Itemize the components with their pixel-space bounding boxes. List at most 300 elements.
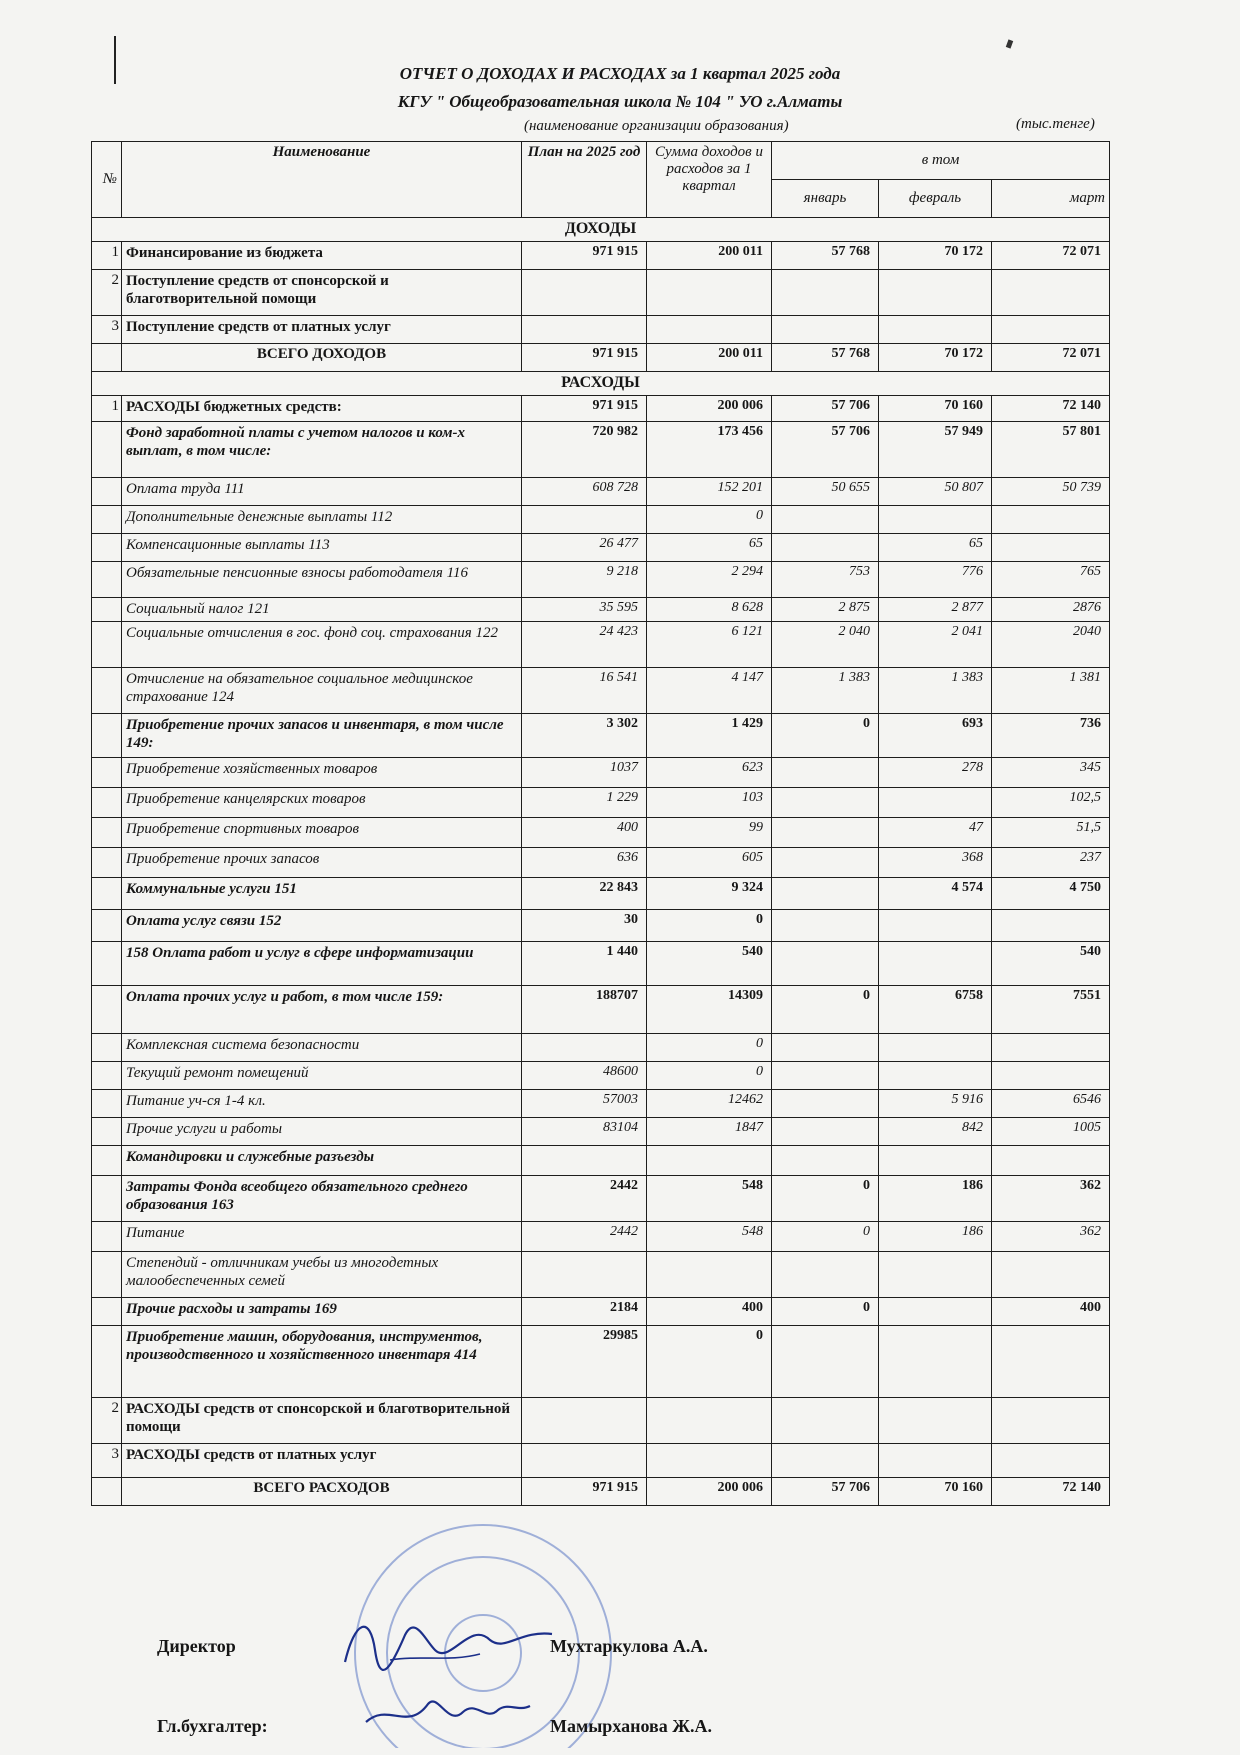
row-label: Комплексная система безопасности [122,1034,522,1062]
cell-mar: 72 140 [992,1478,1110,1506]
cell-sum: 6 121 [647,622,772,668]
cell-jan: 57 706 [772,396,879,422]
table-row [92,878,1110,910]
table-row [92,668,1110,714]
cell-mar [992,1252,1110,1298]
table-row [92,242,1110,270]
cell-plan: 608 728 [522,478,647,506]
accountant-title: Гл.бухгалтер: [157,1716,268,1736]
cell-feb: 70 172 [879,344,992,372]
table-row [92,562,1110,598]
cell-feb [879,506,992,534]
col-jan-header: январь [772,180,879,218]
cell-jan [772,1034,879,1062]
cell-mar: 362 [992,1176,1110,1222]
row-label: Приобретение хозяйственных товаров [122,758,522,788]
cell-mar [992,1146,1110,1176]
cell-mar: 57 801 [992,422,1110,478]
row-number: 1 [92,242,122,270]
cell-mar: 72 071 [992,242,1110,270]
row-label: Дополнительные денежные выплаты 112 [122,506,522,534]
table-row [92,758,1110,788]
cell-sum: 200 011 [647,344,772,372]
cell-feb: 47 [879,818,992,848]
cell-jan: 0 [772,986,879,1034]
cell-jan [772,1444,879,1478]
cell-jan [772,1118,879,1146]
row-label: РАСХОДЫ бюджетных средств: [122,396,522,422]
cell-feb [879,1146,992,1176]
cell-plan: 2442 [522,1176,647,1222]
cell-mar: 1 381 [992,668,1110,714]
table-row [92,534,1110,562]
table-row [92,1252,1110,1298]
row-number [92,506,122,534]
report-title: ОТЧЕТ О ДОХОДАХ И РАСХОДАХ за 1 квартал 2025 года [399,64,841,83]
total-label: ВСЕГО ДОХОДОВ [122,344,522,372]
accountant-name: Мамырханова Ж.А. [550,1716,713,1736]
cell-feb [879,1326,992,1398]
row-number [92,344,122,372]
section-title: ДОХОДЫ [92,218,1110,242]
row-label: Финансирование из бюджета [122,242,522,270]
cell-plan: 1 440 [522,942,647,986]
cell-mar: 4 750 [992,878,1110,910]
cell-sum: 0 [647,1034,772,1062]
cell-feb: 368 [879,848,992,878]
row-label: Обязательные пенсионные взносы работодателя 116 [122,562,522,598]
row-label: Отчисление на обязательное социальное медицинское страхование 124 [122,668,522,714]
cell-plan [522,1444,647,1478]
cell-feb [879,270,992,316]
cell-feb [879,1034,992,1062]
cell-feb [879,1444,992,1478]
row-number [92,1090,122,1118]
cell-plan [522,1034,647,1062]
table-row [92,848,1110,878]
row-label: Прочие услуги и работы [122,1118,522,1146]
cell-plan: 400 [522,818,647,848]
section-row [92,372,1110,396]
cell-jan [772,270,879,316]
row-label: Приобретение прочих запасов и инвентаря, в том числе 149: [122,714,522,758]
row-label: Компенсационные выплаты 113 [122,534,522,562]
cell-jan: 1 383 [772,668,879,714]
cell-sum: 173 456 [647,422,772,478]
cell-sum: 548 [647,1222,772,1252]
row-label: Прочие расходы и затраты 169 [122,1298,522,1326]
cell-sum: 200 011 [647,242,772,270]
table-row [92,942,1110,986]
cell-sum: 1847 [647,1118,772,1146]
table-row [92,1398,1110,1444]
cell-jan: 57 706 [772,422,879,478]
cell-jan: 2 875 [772,598,879,622]
cell-sum: 0 [647,1326,772,1398]
cell-jan [772,1146,879,1176]
cell-feb [879,1298,992,1326]
cell-plan: 35 595 [522,598,647,622]
cell-plan [522,1252,647,1298]
row-number [92,1176,122,1222]
cell-mar [992,1444,1110,1478]
cell-plan: 971 915 [522,1478,647,1506]
row-number [92,818,122,848]
cell-sum [647,270,772,316]
cell-jan [772,534,879,562]
table-row [92,714,1110,758]
cell-mar: 736 [992,714,1110,758]
cell-feb [879,1062,992,1090]
cell-sum: 99 [647,818,772,848]
col-mar-header: март [992,180,1110,218]
row-label: Затраты Фонда всеобщего обязательного среднего образования 163 [122,1176,522,1222]
cell-feb: 842 [879,1118,992,1146]
cell-mar: 765 [992,562,1110,598]
cell-feb [879,1252,992,1298]
section-title: РАСХОДЫ [92,372,1110,396]
cell-feb [879,316,992,344]
cell-mar: 102,5 [992,788,1110,818]
cell-jan [772,910,879,942]
section-row [92,218,1110,242]
cell-plan: 188707 [522,986,647,1034]
cell-feb: 70 160 [879,1478,992,1506]
row-number: 3 [92,316,122,344]
cell-jan [772,506,879,534]
cell-sum: 65 [647,534,772,562]
cell-plan: 1 229 [522,788,647,818]
cell-sum: 548 [647,1176,772,1222]
cell-jan: 753 [772,562,879,598]
cell-sum: 200 006 [647,1478,772,1506]
cell-plan [522,270,647,316]
cell-plan [522,1146,647,1176]
cell-jan [772,1398,879,1444]
cell-feb [879,1398,992,1444]
cell-sum: 0 [647,506,772,534]
table-row [92,1176,1110,1222]
cell-sum [647,1252,772,1298]
cell-mar [992,910,1110,942]
row-label: Приобретение прочих запасов [122,848,522,878]
table-row [92,986,1110,1034]
cell-jan: 0 [772,714,879,758]
row-number [92,1222,122,1252]
row-number [92,1298,122,1326]
row-number [92,668,122,714]
cell-plan: 26 477 [522,534,647,562]
accountant-signature [358,1682,538,1742]
cell-sum: 605 [647,848,772,878]
cell-feb: 2 877 [879,598,992,622]
cell-mar: 6546 [992,1090,1110,1118]
cell-mar [992,534,1110,562]
row-number [92,534,122,562]
cell-plan: 30 [522,910,647,942]
cell-feb: 2 041 [879,622,992,668]
cell-plan [522,316,647,344]
cell-sum: 103 [647,788,772,818]
row-number [92,758,122,788]
cell-jan: 0 [772,1298,879,1326]
cell-mar [992,1034,1110,1062]
row-number [92,422,122,478]
row-label: Фонд заработной платы с учетом налогов и ком-х выплат, в том числе: [122,422,522,478]
row-number [92,714,122,758]
table-row [92,506,1110,534]
table-row [92,598,1110,622]
cell-plan: 48600 [522,1062,647,1090]
table-row [92,1298,1110,1326]
row-label: Приобретение машин, оборудования, инструментов, производственного и хозяйственного инвентаря 414 [122,1326,522,1398]
cell-mar [992,1326,1110,1398]
cell-jan [772,316,879,344]
director-name: Мухтаркулова А.А. [550,1636,708,1656]
row-label: Командировки и служебные разъезды [122,1146,522,1176]
organization-note: (наименование организации образования) [524,118,789,134]
cell-mar: 50 739 [992,478,1110,506]
cell-mar: 362 [992,1222,1110,1252]
cell-jan [772,848,879,878]
cell-plan: 720 982 [522,422,647,478]
report-table [91,141,1110,1506]
table-row [92,396,1110,422]
cell-plan: 636 [522,848,647,878]
units-note: (тыс.тенге) [1016,116,1095,132]
cell-sum: 200 006 [647,396,772,422]
cell-jan [772,878,879,910]
cell-mar: 2876 [992,598,1110,622]
cell-feb: 70 160 [879,396,992,422]
table-row [92,478,1110,506]
cell-feb: 70 172 [879,242,992,270]
row-number [92,848,122,878]
row-label: Текущий ремонт помещений [122,1062,522,1090]
cell-jan: 57 768 [772,242,879,270]
cell-feb: 693 [879,714,992,758]
cell-feb: 776 [879,562,992,598]
row-label: РАСХОДЫ средств от платных услуг [122,1444,522,1478]
table-row [92,1444,1110,1478]
cell-sum: 0 [647,910,772,942]
row-label: Поступление средств от платных услуг [122,316,522,344]
row-number [92,986,122,1034]
row-label: Социальные отчисления в гос. фонд соц. страхования 122 [122,622,522,668]
row-number [92,942,122,986]
col-plan-header: План на 2025 год [522,142,647,218]
cell-jan [772,818,879,848]
cell-mar [992,1062,1110,1090]
cell-plan: 3 302 [522,714,647,758]
cell-sum: 9 324 [647,878,772,910]
cell-mar [992,316,1110,344]
cell-plan: 9 218 [522,562,647,598]
cell-plan: 971 915 [522,344,647,372]
row-number [92,1034,122,1062]
director-title: Директор [157,1636,236,1656]
cell-sum: 14309 [647,986,772,1034]
table-row [92,270,1110,316]
cell-feb: 186 [879,1176,992,1222]
organization-name: КГУ " Общеобразовательная школа № 104 " УО г.Алматы [397,92,843,111]
director-signature [330,1610,560,1680]
cell-feb: 50 807 [879,478,992,506]
table-row [92,910,1110,942]
cell-feb [879,942,992,986]
cell-feb: 278 [879,758,992,788]
table-row [92,1090,1110,1118]
cell-plan: 22 843 [522,878,647,910]
cell-sum: 540 [647,942,772,986]
row-label: Оплата услуг связи 152 [122,910,522,942]
row-label: РАСХОДЫ средств от спонсорской и благотворительной помощи [122,1398,522,1444]
row-number [92,1478,122,1506]
row-number [92,1252,122,1298]
cell-mar: 237 [992,848,1110,878]
cell-plan: 1037 [522,758,647,788]
row-number [92,788,122,818]
table-row [92,1326,1110,1398]
cell-feb: 6758 [879,986,992,1034]
row-number: 2 [92,270,122,316]
row-number [92,478,122,506]
row-label: Социальный налог 121 [122,598,522,622]
cell-plan: 971 915 [522,396,647,422]
row-label: Коммунальные услуги 151 [122,878,522,910]
cell-feb: 4 574 [879,878,992,910]
col-feb-header: февраль [879,180,992,218]
table-row [92,1222,1110,1252]
cell-jan [772,1252,879,1298]
cell-mar: 2040 [992,622,1110,668]
cell-mar: 51,5 [992,818,1110,848]
row-label: 158 Оплата работ и услуг в сфере информатизации [122,942,522,986]
table-row [92,622,1110,668]
col-incl-header: в том [772,142,1110,180]
cell-jan: 57 768 [772,344,879,372]
cell-mar: 72 071 [992,344,1110,372]
cell-plan: 16 541 [522,668,647,714]
cell-sum [647,1444,772,1478]
cell-feb [879,788,992,818]
table-row [92,1034,1110,1062]
row-number [92,1062,122,1090]
table-row [92,1118,1110,1146]
row-number [92,622,122,668]
cell-jan [772,1090,879,1118]
cell-jan: 2 040 [772,622,879,668]
cell-mar: 540 [992,942,1110,986]
cell-jan [772,788,879,818]
cell-mar [992,1398,1110,1444]
cell-mar [992,270,1110,316]
cell-plan: 83104 [522,1118,647,1146]
cell-sum: 8 628 [647,598,772,622]
row-label: Оплата труда 111 [122,478,522,506]
cell-sum: 2 294 [647,562,772,598]
row-label: Приобретение канцелярских товаров [122,788,522,818]
cell-mar: 400 [992,1298,1110,1326]
cell-feb: 57 949 [879,422,992,478]
row-number [92,598,122,622]
row-label: Поступление средств от спонсорской и благотворительной помощи [122,270,522,316]
table-row [92,1062,1110,1090]
row-number [92,1326,122,1398]
cell-sum [647,316,772,344]
cell-sum [647,1146,772,1176]
total-row [92,344,1110,372]
table-row [92,818,1110,848]
col-sum-header: Сумма доходов и расходов за 1 квартал [647,142,772,218]
cell-jan [772,758,879,788]
cell-feb: 186 [879,1222,992,1252]
cell-plan: 2184 [522,1298,647,1326]
row-label: Оплата прочих услуг и работ, в том числе 159: [122,986,522,1034]
cell-feb [879,910,992,942]
cell-sum: 4 147 [647,668,772,714]
cell-mar [992,506,1110,534]
cell-sum: 12462 [647,1090,772,1118]
cell-jan [772,942,879,986]
row-label: Степендий - отличникам учебы из многодетных малообеспеченных семей [122,1252,522,1298]
table-row [92,422,1110,478]
cell-plan: 57003 [522,1090,647,1118]
cell-sum: 152 201 [647,478,772,506]
scan-dot-mark [1006,39,1013,48]
row-number: 3 [92,1444,122,1478]
cell-jan [772,1062,879,1090]
cell-jan [772,1326,879,1398]
cell-jan: 0 [772,1222,879,1252]
table-row [92,788,1110,818]
cell-sum: 400 [647,1298,772,1326]
row-label: Приобретение спортивных товаров [122,818,522,848]
cell-plan: 24 423 [522,622,647,668]
cell-plan: 971 915 [522,242,647,270]
row-number: 2 [92,1398,122,1444]
cell-feb: 65 [879,534,992,562]
row-number: 1 [92,396,122,422]
cell-jan: 0 [772,1176,879,1222]
cell-jan: 50 655 [772,478,879,506]
cell-mar: 1005 [992,1118,1110,1146]
row-label: Питание [122,1222,522,1252]
cell-mar: 72 140 [992,396,1110,422]
cell-feb: 1 383 [879,668,992,714]
row-number [92,878,122,910]
cell-plan [522,506,647,534]
header-row-1 [92,142,1110,180]
cell-mar: 7551 [992,986,1110,1034]
cell-plan: 2442 [522,1222,647,1252]
cell-jan: 57 706 [772,1478,879,1506]
row-number [92,910,122,942]
row-label: Питание уч-ся 1-4 кл. [122,1090,522,1118]
table-row [92,316,1110,344]
col-name-header: Наименование [122,142,522,218]
row-number [92,1118,122,1146]
table-row [92,1146,1110,1176]
cell-sum [647,1398,772,1444]
cell-feb: 5 916 [879,1090,992,1118]
row-number [92,562,122,598]
cell-plan [522,1398,647,1444]
cell-sum: 0 [647,1062,772,1090]
total-label: ВСЕГО РАСХОДОВ [122,1478,522,1506]
cell-plan: 29985 [522,1326,647,1398]
cell-sum: 1 429 [647,714,772,758]
